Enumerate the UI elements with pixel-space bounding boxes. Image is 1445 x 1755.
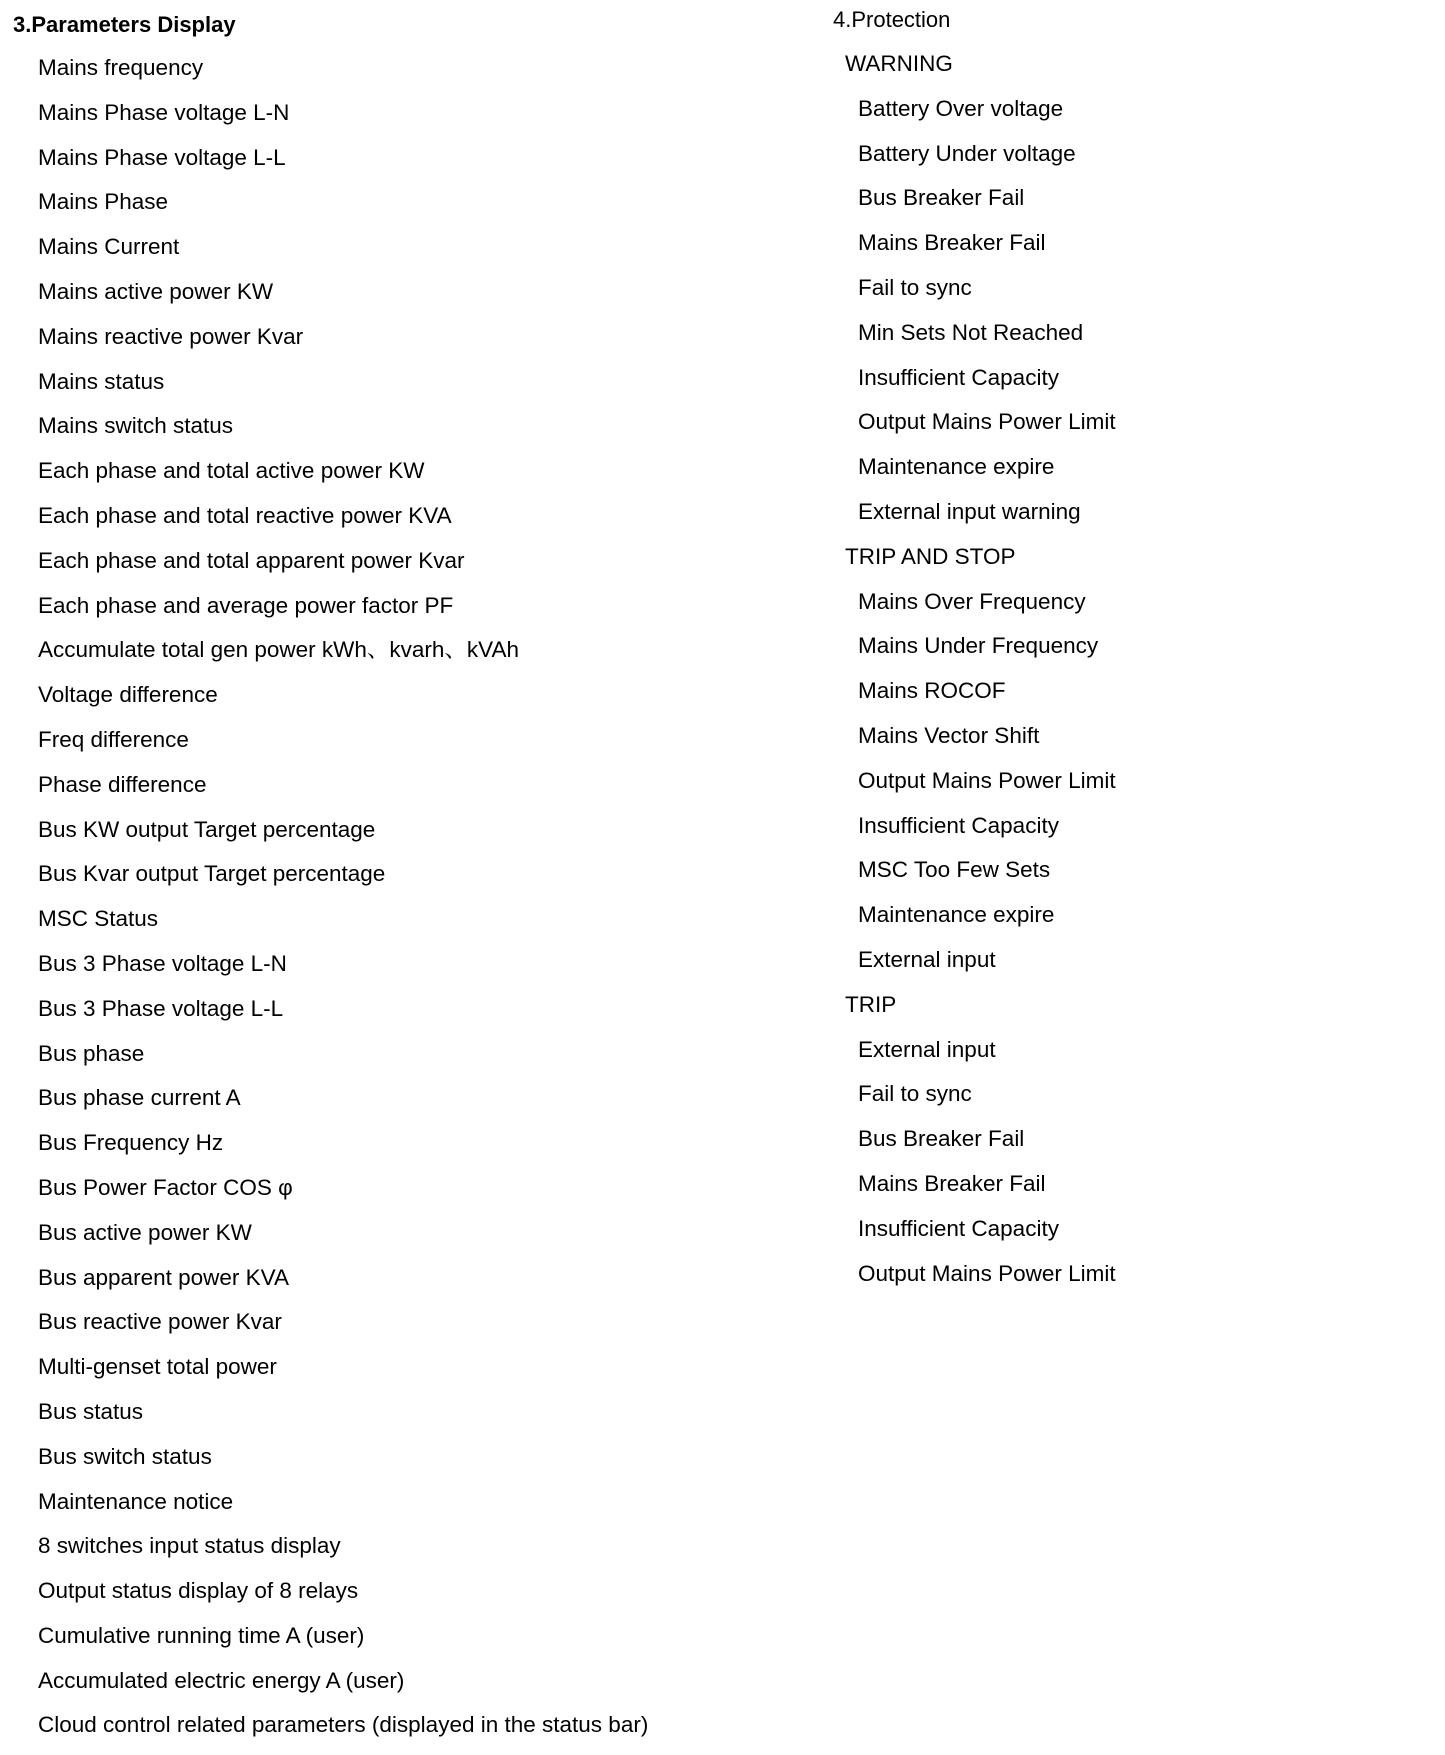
list-item: Mains active power KW [38, 278, 274, 304]
list-item: Mains Breaker Fail [858, 1170, 1046, 1196]
protection-group-warning [833, 49, 1393, 527]
list-item: Mains Over Frequency [858, 588, 1086, 614]
warning-list [833, 94, 1393, 527]
list-item: Bus 3 Phase voltage L-L [38, 995, 284, 1021]
list-item: Each phase and average power factor PF [38, 592, 454, 618]
list-item: Bus Breaker Fail [858, 185, 1025, 211]
list-item: Cumulative running time A (user) [38, 1622, 365, 1648]
list-item: Output Mains Power Limit [858, 767, 1116, 793]
list-item: Output Mains Power Limit [858, 1260, 1116, 1286]
group-heading: WARNING [845, 51, 953, 76]
list-item: Insufficient Capacity [858, 364, 1059, 390]
list-item: Mains frequency [38, 55, 204, 80]
list-item: Maintenance notice [38, 1488, 234, 1514]
list-item: Bus phase [38, 1040, 145, 1066]
list-item: External input [858, 946, 996, 972]
list-item: Bus status [38, 1398, 144, 1424]
list-item: MSC Too Few Sets [858, 857, 1051, 883]
list-item: External input [858, 1036, 996, 1062]
list-item: Fail to sync [858, 274, 972, 300]
list-item: Bus 3 Phase voltage L-N [38, 950, 287, 976]
parameters-display-title: 3.Parameters Display [13, 12, 236, 37]
list-item: Bus phase current A [38, 1085, 241, 1111]
protection-group-trip-and-stop [833, 542, 1393, 975]
list-item: Min Sets Not Reached [858, 319, 1084, 345]
list-item: Battery Under voltage [858, 140, 1076, 166]
list-item: Insufficient Capacity [858, 812, 1059, 838]
list-item: Mains Current [38, 234, 180, 260]
trip-and-stop-list [833, 587, 1393, 975]
list-item: Voltage difference [38, 682, 218, 708]
list-item: External input warning [858, 498, 1081, 524]
list-item: Accumulated electric energy A (user) [38, 1667, 405, 1693]
list-item: Mains reactive power Kvar [38, 323, 304, 349]
list-item: Mains ROCOF [858, 678, 1006, 704]
list-item: Mains Phase [38, 189, 169, 215]
list-item: Mains Phase voltage L-N [38, 99, 290, 125]
list-item: Maintenance expire [858, 902, 1055, 928]
group-heading: TRIP [845, 991, 897, 1017]
protection-group-trip [833, 990, 1393, 1289]
list-item: Phase difference [38, 771, 207, 797]
trip-list [833, 1035, 1393, 1289]
protection-title: 4.Protection [833, 7, 951, 32]
list-item: Bus active power KW [38, 1219, 252, 1245]
list-item: Bus reactive power Kvar [38, 1309, 282, 1335]
list-item: Maintenance expire [858, 454, 1055, 480]
list-item: Bus switch status [38, 1443, 212, 1469]
list-item: Mains Phase voltage L-L [38, 144, 286, 170]
list-item: Output status display of 8 relays [38, 1578, 359, 1604]
list-item: Bus Frequency Hz [38, 1130, 224, 1156]
parameters-display-section [13, 10, 773, 1755]
list-item: Each phase and total reactive power KVA [38, 502, 452, 528]
list-item: Each phase and total active power KW [38, 458, 425, 484]
list-item: Mains Under Frequency [858, 633, 1099, 659]
protection-section [833, 5, 1393, 1303]
list-item: Each phase and total apparent power Kvar [38, 547, 465, 573]
list-item: 8 switches input status display [38, 1533, 341, 1559]
list-item: Output Mains Power Limit [858, 409, 1116, 435]
list-item: Freq difference [38, 726, 189, 752]
list-item: Bus KW output Target percentage [38, 816, 376, 842]
list-item: Fail to sync [858, 1081, 972, 1107]
list-item: MSC Status [38, 906, 159, 932]
list-item: Bus Power Factor COS φ [38, 1174, 293, 1200]
list-item: Mains Breaker Fail [858, 230, 1046, 256]
parameters-display-list [13, 53, 773, 1740]
list-item: Mains status [38, 368, 165, 394]
list-item: Bus Breaker Fail [858, 1126, 1025, 1152]
list-item: Mains switch status [38, 413, 234, 439]
group-heading: TRIP AND STOP [845, 543, 1016, 569]
list-item: Cloud control related parameters (displayed in the status bar) [38, 1712, 649, 1738]
list-item: Bus Kvar output Target percentage [38, 861, 386, 887]
list-item: Battery Over voltage [858, 95, 1064, 121]
list-item: Insufficient Capacity [858, 1215, 1059, 1241]
list-item: Multi-genset total power [38, 1354, 277, 1380]
list-item: Bus apparent power KVA [38, 1264, 289, 1290]
list-item: Mains Vector Shift [858, 722, 1040, 748]
list-item: Accumulate total gen power kWh、kvarh、kVAh [38, 637, 520, 663]
